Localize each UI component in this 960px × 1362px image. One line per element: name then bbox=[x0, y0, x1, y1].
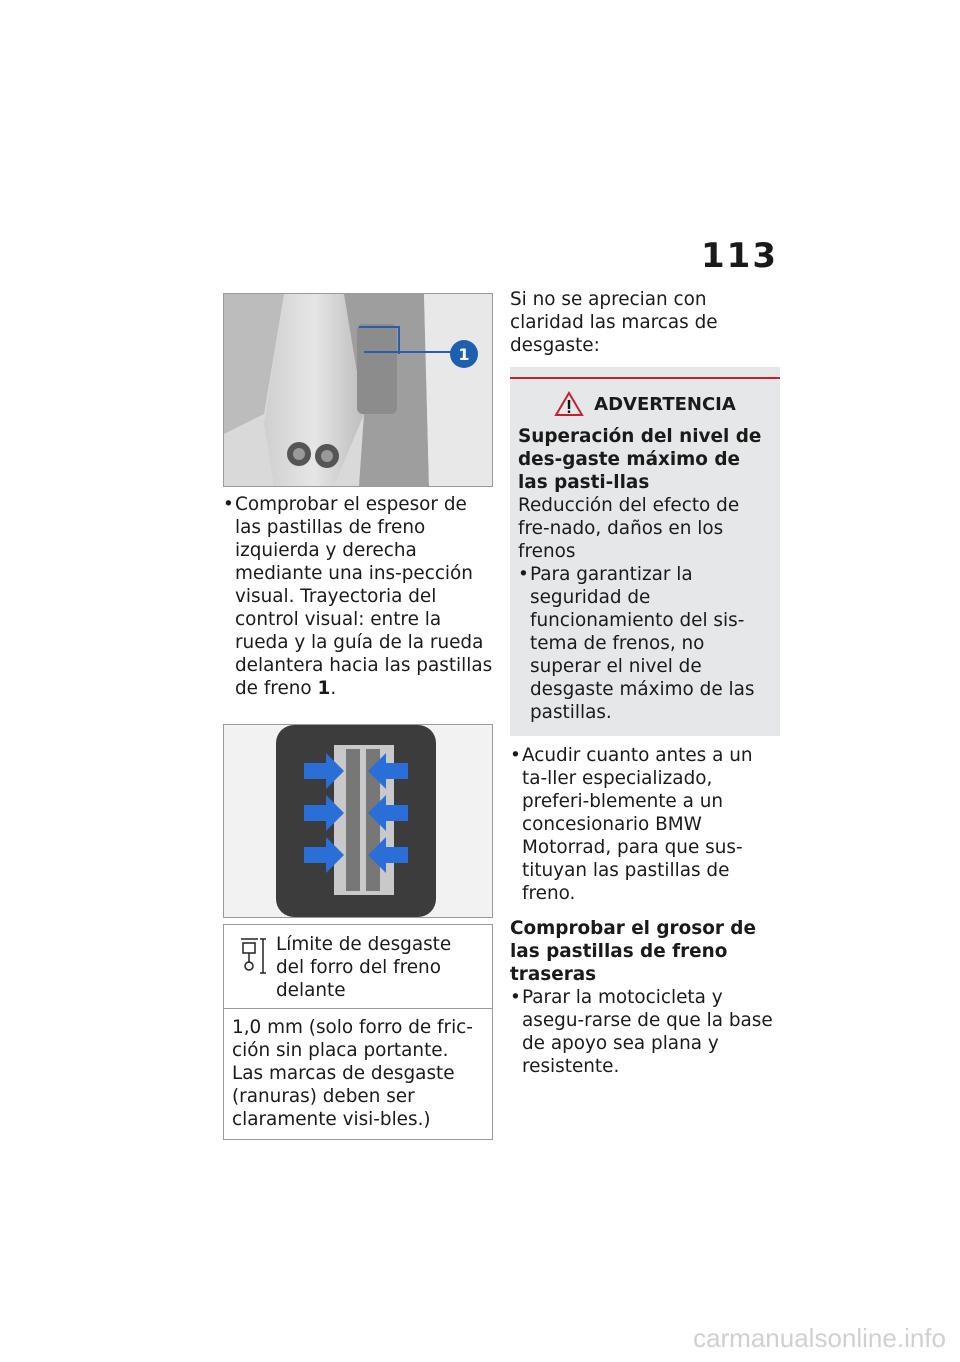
punctuation: . bbox=[330, 678, 337, 699]
spec-title: Límite de desgaste del forro del freno delante bbox=[276, 934, 452, 1001]
list-item bbox=[223, 493, 493, 700]
footer-watermark: carmanualsonline.info bbox=[693, 1323, 946, 1353]
left-column bbox=[223, 293, 493, 1140]
spec-value: 1,0 mm (solo forro de fric-ción sin placa portante. Las marcas de desgaste (ranuras) deben ser claramente visi-bles.) bbox=[232, 1017, 473, 1130]
spec-box bbox=[223, 924, 493, 1140]
callout-number: 1 bbox=[458, 345, 470, 364]
warning-box bbox=[510, 367, 780, 736]
list-item bbox=[510, 986, 780, 1078]
instruction-text: Acudir cuanto antes a un ta-ller especializado, preferi-blemente a un concesionario BMW Motorrad, para que sus-tituyan las pastillas de freno. bbox=[522, 745, 753, 904]
warning-bullet-text: Para garantizar la seguridad de funcionamiento del sis-tema de frenos, no superar el nivel de desgaste máximo de las pastillas. bbox=[530, 564, 755, 723]
warning-header bbox=[518, 391, 772, 417]
list-item bbox=[518, 563, 772, 724]
brake-pad-wear-icon bbox=[238, 933, 268, 977]
instruction-text: Parar la motocicleta y asegu-rarse de que la base de apoyo sea plana y resistente. bbox=[522, 987, 773, 1077]
warning-rule bbox=[510, 377, 780, 379]
intro-text: Si no se aprecian con claridad las marcas de desgaste: bbox=[510, 289, 718, 356]
warning-text: Reducción del efecto de fre-nado, daños en los frenos bbox=[518, 495, 740, 562]
warning-title: ADVERTENCIA bbox=[594, 393, 736, 415]
brake-caliper-photo bbox=[223, 293, 493, 487]
bullet-icon: • bbox=[510, 745, 521, 766]
right-column bbox=[510, 288, 780, 1078]
page-number: 113 bbox=[701, 236, 778, 276]
bullet-icon: • bbox=[510, 987, 521, 1008]
instruction-text: Comprobar el espesor de las pastillas de freno izquierda y derecha mediante una ins-pección visual. Trayectoria del control visual: entre la rueda y la guía de la rueda delantera hacia las pastillas de freno bbox=[235, 494, 493, 699]
section-heading: Comprobar el grosor de las pastillas de freno traseras bbox=[510, 918, 756, 985]
reference-number: 1 bbox=[317, 678, 331, 699]
list-item bbox=[510, 744, 780, 905]
bullet-icon: • bbox=[223, 494, 234, 515]
warning-heading: Superación del nivel de des-gaste máximo de las pasti-llas bbox=[518, 426, 762, 493]
brake-pad-photo bbox=[223, 724, 493, 918]
bullet-icon: • bbox=[518, 564, 529, 585]
warning-triangle-icon bbox=[554, 391, 584, 417]
spec-header bbox=[224, 925, 492, 1009]
